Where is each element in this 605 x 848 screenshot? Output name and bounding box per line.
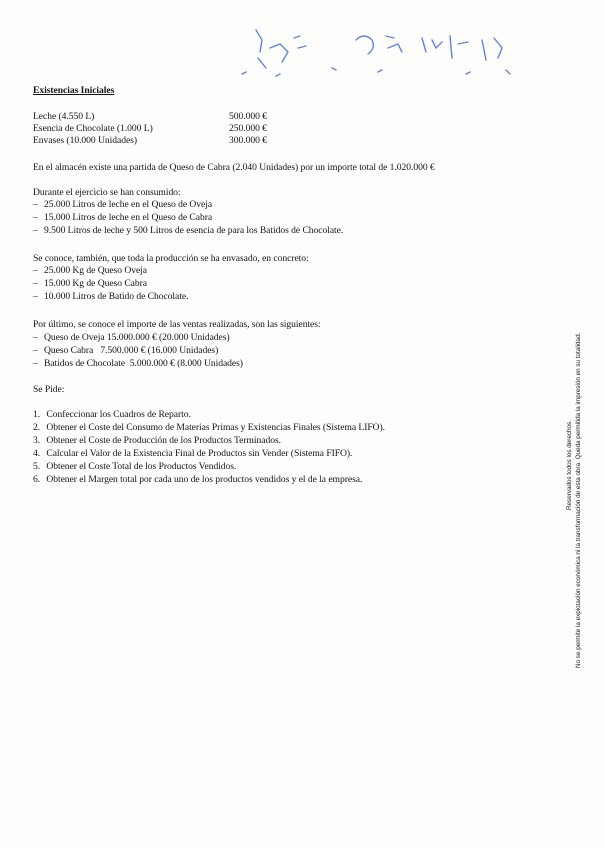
sales-intro: Por último, se conoce el importe de las ventas realizadas, son las siguientes:: [33, 319, 321, 330]
numbered-item: [33, 448, 352, 460]
list-item-text: 15.000 Kg de Queso Cabra: [44, 278, 147, 289]
production-intro: Se conoce, también, que toda la producción se ha envasado, en concreto:: [33, 253, 309, 264]
stock-item: Envases (10.000 Unidades): [33, 135, 137, 146]
stock-row: [33, 123, 153, 135]
item-number: 1.: [33, 409, 41, 420]
list-item: – Queso Cabra 7.500.000 € (16.000 Unidades): [33, 345, 219, 356]
stock-row: [33, 135, 137, 147]
stock-item: Esencia de Chocolate (1.000 L): [33, 123, 153, 134]
item-text: Confeccionar los Cuadros de Reparto.: [46, 409, 191, 420]
side-notice-line1: Reservados todos los derechos.: [566, 420, 573, 510]
list-item-text: 15.000 Litros de leche en el Queso de Cabra: [44, 212, 213, 223]
numbered-item: [33, 474, 362, 486]
list-item-text: 25.000 Kg de Queso Oveja: [44, 265, 147, 276]
list-item-text: Queso de Oveja 15.000.000 € (20.000 Unidades): [44, 332, 230, 343]
item-number: 5.: [33, 461, 41, 472]
item-text: Calcular el Valor de la Existencia Final de Productos sin Vender (Sistema FIFO).: [46, 448, 353, 459]
list-item: – 9.500 Litros de leche y 500 Litros de esencia de para los Batidos de Chocolate.: [33, 225, 344, 236]
list-item-text: 9.500 Litros de leche y 500 Litros de esencia de para los Batidos de Chocolate.: [44, 225, 344, 236]
stock-amount: 500.000 €: [229, 111, 267, 122]
stock-amount: 250.000 €: [229, 123, 267, 134]
numbered-item: [33, 461, 236, 473]
numbered-item: [33, 422, 385, 434]
item-text: Obtener el Coste del Consumo de Materias Primas y Existencias Finales (Sistema LIFO).: [46, 422, 386, 433]
stock-amount: 300.000 €: [229, 135, 267, 146]
list-item-text: 25.000 Litros de leche en el Queso de Oveja: [44, 199, 213, 210]
list-item: – 10.000 Litros de Batido de Chocolate.: [33, 291, 189, 302]
list-item-text: Queso Cabra 7.500.000 € (16.000 Unidades): [44, 345, 219, 356]
stock-item: Leche (4.550 L): [33, 111, 95, 122]
list-item: – 25.000 Kg de Queso Oveja: [33, 265, 147, 276]
item-number: 6.: [33, 474, 41, 485]
warehouse-note: En el almacén existe una partida de Queso de Cabra (2.040 Unidades) por un importe total de 1.020.000 €: [33, 162, 435, 173]
requested-intro: Se Pide:: [33, 384, 65, 395]
stock-row: [33, 111, 94, 123]
list-item: – 25.000 Litros de leche en el Queso de Oveja: [33, 199, 213, 210]
item-number: 2.: [33, 422, 41, 433]
list-item: – Queso de Oveja 15.000.000 € (20.000 Unidades): [33, 332, 230, 343]
consumption-intro: Durante el ejercicio se han consumido:: [33, 187, 181, 198]
item-number: 4.: [33, 448, 41, 459]
list-item-text: Batidos de Chocolate 5.000.000 € (8.000 Unidades): [44, 358, 243, 369]
side-notice-line2: No se permite la explotación económica ni la transformación de esta obra. Queda permitida la impresión en su totalidad.: [575, 332, 582, 668]
item-number: 3.: [33, 435, 41, 446]
item-text: Obtener el Margen total por cada uno de los productos vendidos y el de la empresa.: [46, 474, 363, 485]
list-item-text: 10.000 Litros de Batido de Chocolate.: [44, 291, 189, 302]
numbered-item: [33, 409, 191, 421]
list-item: – 15.000 Kg de Queso Cabra: [33, 278, 147, 289]
numbered-item: [33, 435, 281, 447]
list-item: – 15.000 Litros de leche en el Queso de Cabra: [33, 212, 213, 223]
handwritten-mark: [236, 18, 536, 88]
item-text: Obtener el Coste Total de los Productos Vendidos.: [46, 461, 237, 472]
section-title: Existencias Iniciales: [33, 85, 115, 96]
list-item: – Batidos de Chocolate 5.000.000 € (8.000 Unidades): [33, 358, 243, 369]
item-text: Obtener el Coste de Producción de los Productos Terminados.: [46, 435, 282, 446]
